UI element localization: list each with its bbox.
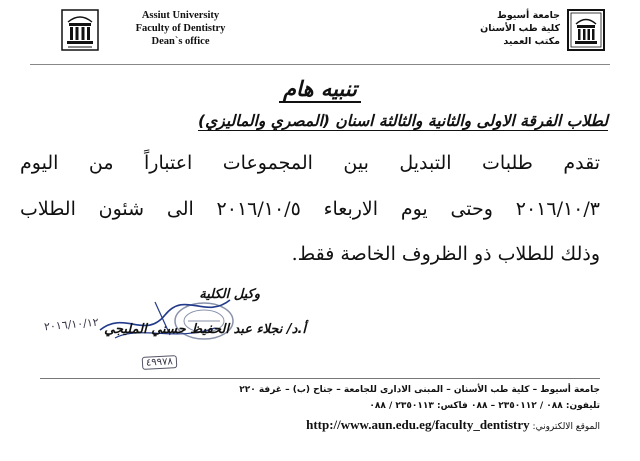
footer-phones: تليفون: ٠٨٨ / ٢٣٥٠١١٢ – ٠٨٨ فاكس: ٢٣٥٠١١٣ / ٠٨٨ [369,401,600,411]
signatory-name: أ.د/ نجلاء عبد الحفيظ حسني المليجي [104,322,306,337]
english-header [108,9,253,48]
handwritten-date: ٢٠١٦/١٠/١٢ [43,315,100,334]
footer-address: جامعة أسيوط – كلية طب الأسنان – المبنى الادارى للجامعة – جناح (ب) – غرفة ٢٢٠ [239,385,600,395]
english-office-name: Dean`s office [151,36,210,47]
university-crest-icon [60,8,100,52]
notice-body-line-1: تقدم طلبات التبديل بين المجموعات اعتباراً من اليوم [20,152,600,174]
arabic-office-name: مكتب العميد [503,36,560,47]
signature-title: وكيل الكلية [199,287,260,302]
arabic-university-name: جامعة أسيوط [496,10,560,21]
footer-website [40,417,600,433]
notice-body-line-2: ٢٠١٦/١٠/٣ وحتى يوم الاربعاء ٢٠١٦/١٠/٥ الى شئون الطلاب [20,198,600,220]
notice-title: تنبيه هام [0,77,640,101]
header-divider [30,64,610,65]
footer-divider [40,378,600,379]
english-university-name: Assiut University [141,10,220,21]
english-faculty-name: Faculty of Dentistry [135,23,226,34]
faculty-crest-icon [566,8,606,52]
notice-subtitle: لطلاب الفرقة الاولى والثانية والثالثة اسنان (المصري والماليزي) [198,112,608,130]
notice-body-line-3: وذلك للطلاب ذو الظروف الخاصة فقط. [291,243,600,265]
handwritten-reference-number: ٤٩٩٧٨ [142,355,177,370]
arabic-faculty-name: كلية طب الأسنان [480,23,560,34]
arabic-header [440,9,560,48]
website-label: الموقع الالكتروني: [532,422,600,432]
website-link[interactable]: http://www.aun.edu.eg/faculty_dentistry [306,417,530,432]
